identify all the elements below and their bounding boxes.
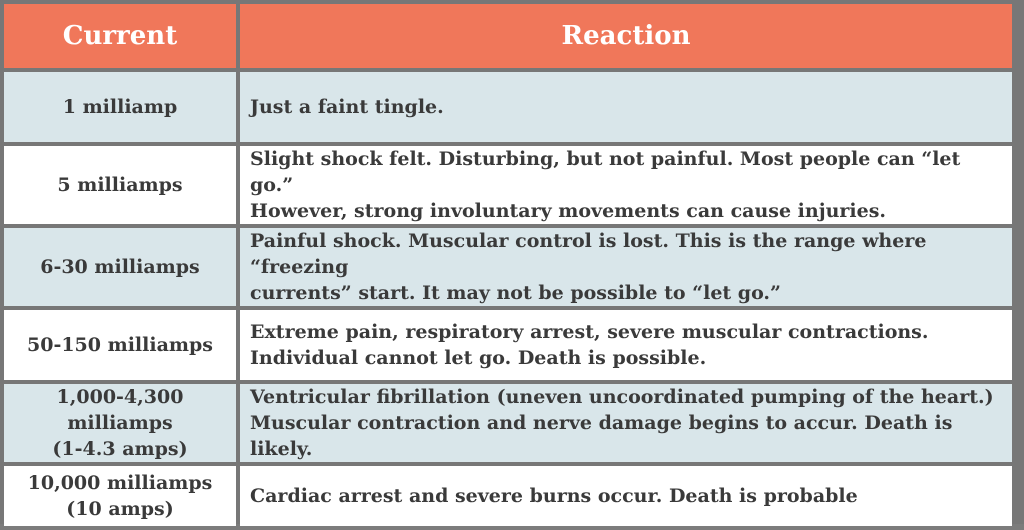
current-text: 1 milliamp: [62, 96, 178, 118]
reaction-cell: [240, 228, 1012, 306]
reaction-text: Just a faint tingle.: [250, 96, 444, 118]
current-text: 1,000-4,300 milliamps: [56, 386, 184, 434]
current-cell: [4, 310, 236, 380]
reaction-cell: [240, 146, 1012, 224]
current-text: 5 milliamps: [57, 174, 183, 196]
reaction-cell: [240, 310, 1012, 380]
reaction-text: Slight shock felt. Disturbing, but not painful. Most people can “let go.”: [250, 148, 961, 196]
current-text: 6-30 milliamps: [40, 256, 200, 278]
table-row: [4, 310, 1012, 380]
current-cell: [4, 228, 236, 306]
header-row: [4, 4, 1012, 68]
reaction-text: Painful shock. Muscular control is lost. This is the range where “freezing: [250, 230, 927, 278]
table-row: [4, 384, 1012, 462]
current-text: 10,000 milliamps: [27, 472, 213, 494]
current-text: (1-4.3 amps): [52, 438, 188, 460]
current-text: (10 amps): [66, 498, 174, 520]
current-cell: [4, 72, 236, 142]
current-cell: [4, 384, 236, 462]
current-cell: [4, 466, 236, 526]
reaction-text: currents” start. It may not be possible to “let go.”: [250, 282, 781, 304]
reaction-text: Muscular contraction and nerve damage begins to accur. Death is likely.: [250, 412, 953, 460]
reaction-text: Extreme pain, respiratory arrest, severe muscular contractions.: [250, 321, 929, 343]
header-reaction: Reaction: [240, 4, 1012, 68]
table-row: [4, 228, 1012, 306]
reaction-text: Ventricular fibrillation (uneven uncoordinated pumping of the heart.): [250, 386, 994, 408]
table-row: [4, 146, 1012, 224]
reaction-text: Cardiac arrest and severe burns occur. Death is probable: [250, 485, 858, 507]
reaction-text: Individual cannot let go. Death is possible.: [250, 347, 707, 369]
reaction-cell: [240, 72, 1012, 142]
table-row: [4, 466, 1012, 526]
table-row: [4, 72, 1012, 142]
reaction-text: However, strong involuntary movements can cause injuries.: [250, 200, 887, 222]
current-cell: [4, 146, 236, 224]
reaction-cell: [240, 384, 1012, 462]
header-current: Current: [4, 4, 236, 68]
current-text: 50-150 milliamps: [27, 334, 213, 356]
reaction-cell: [240, 466, 1012, 526]
